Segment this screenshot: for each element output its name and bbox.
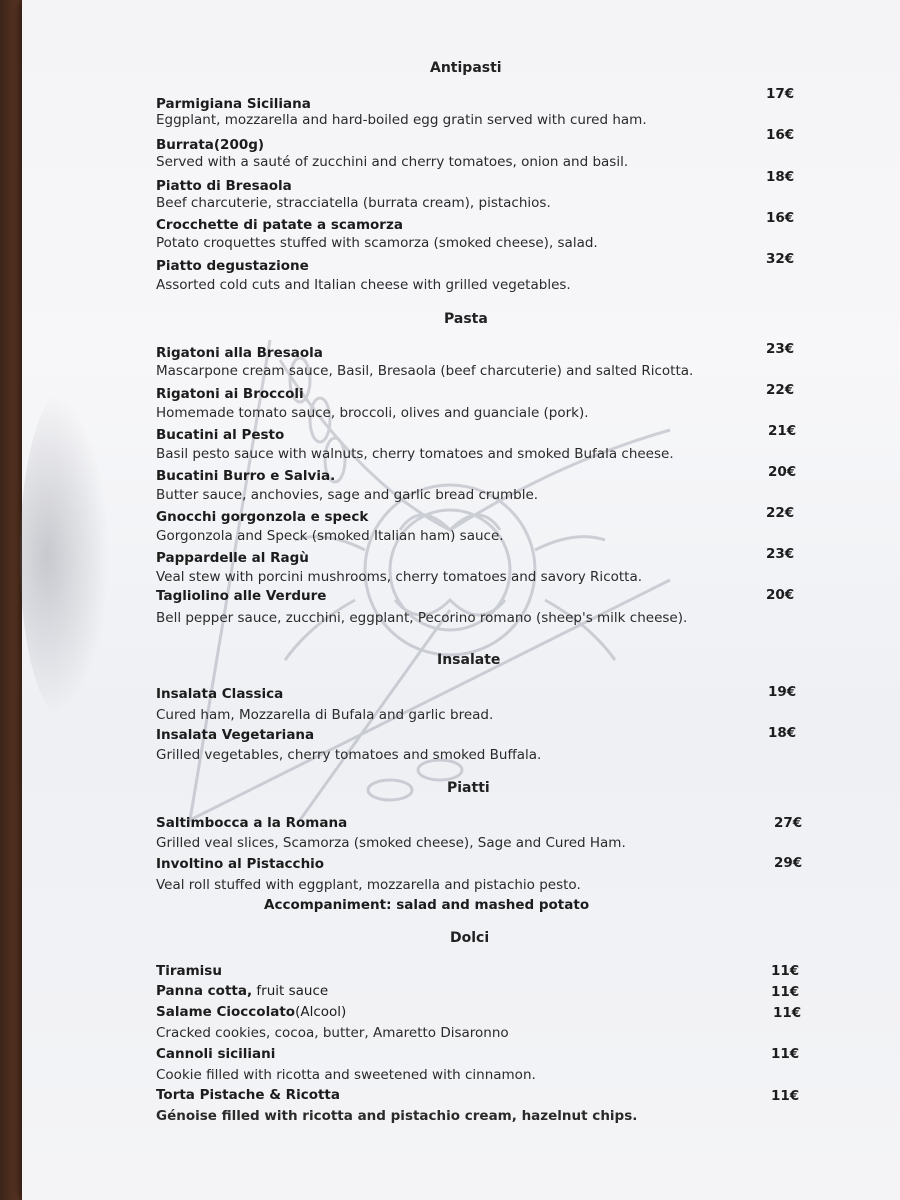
item-price: 23€ [766,341,795,357]
item-price: 11€ [773,1005,802,1021]
item-price: 17€ [766,86,795,102]
item-description: Gorgonzola and Speck (smoked Italian ham) sauce. [156,528,504,544]
item-name: Involtino al Pistacchio [156,856,325,872]
item-price: 29€ [774,855,803,871]
item-price: 11€ [771,984,800,1000]
item-name: Piatto degustazione [156,258,309,274]
item-name: Tagliolino alle Verdure [156,588,327,604]
item-description: Butter sauce, anchovies, sage and garlic bread crumble. [156,487,539,503]
item-name: Insalata Vegetariana [156,727,315,743]
item-description: Grilled veal slices, Scamorza (smoked cheese), Sage and Cured Ham. [156,835,626,851]
item-description: Potato croquettes stuffed with scamorza (smoked cheese), salad. [156,235,598,251]
item-name: Burrata(200g) [156,137,265,153]
item-name: Pappardelle al Ragù [156,550,309,566]
item-name: Bucatini Burro e Salvia. [156,468,336,484]
item-name: Rigatoni alla Bresaola [156,345,323,361]
item-price: 19€ [768,684,797,700]
section-title-insalate: Insalate [437,652,501,668]
item-price: 20€ [768,464,797,480]
item-name: Panna cotta, [156,983,253,999]
section-title-pasta: Pasta [444,311,488,327]
item-name: Gnocchi gorgonzola e speck [156,509,369,525]
item-price: 18€ [766,169,795,185]
item-price: 22€ [766,505,795,521]
item-price: 20€ [766,587,795,603]
item-description: Beef charcuterie, stracciatella (burrata cream), pistachios. [156,195,551,211]
item-name: Parmigiana Siciliana [156,96,311,112]
item-inline-note: (Alcool) [295,1004,347,1020]
item-name: Piatto di Bresaola [156,178,292,194]
item-price: 11€ [771,1088,800,1104]
accompaniment-note: Accompaniment: salad and mashed potato [264,897,590,913]
item-description: Cookie filled with ricotta and sweetened with cinnamon. [156,1067,536,1083]
item-description: Veal roll stuffed with eggplant, mozzarella and pistachio pesto. [156,877,581,893]
item-inline-note: fruit sauce [252,983,329,999]
item-description: Grilled vegetables, cherry tomatoes and smoked Buffala. [156,747,542,763]
item-name: Cannoli siciliani [156,1046,276,1062]
item-price: 11€ [771,1046,800,1062]
item-description: Génoise filled with ricotta and pistachio cream, hazelnut chips. [156,1108,638,1124]
item-name: Saltimbocca a la Romana [156,815,348,831]
item-name: Tiramisu [156,963,222,979]
item-description: Served with a sauté of zucchini and cherry tomatoes, onion and basil. [156,154,629,170]
item-description: Cracked cookies, cocoa, butter, Amaretto Disaronno [156,1025,509,1041]
item-name-with-note [156,1004,346,1020]
item-name: Rigatoni ai Broccoli [156,386,304,402]
item-price: 32€ [766,251,795,267]
item-name: Insalata Classica [156,686,284,702]
item-description: Assorted cold cuts and Italian cheese with grilled vegetables. [156,277,571,293]
section-title-piatti: Piatti [447,780,490,796]
item-description: Mascarpone cream sauce, Basil, Bresaola (beef charcuterie) and salted Ricotta. [156,363,694,379]
section-title-dolci: Dolci [450,930,490,946]
item-name-with-note [156,983,328,999]
item-price: 18€ [768,725,797,741]
item-description: Cured ham, Mozzarella di Bufala and garlic bread. [156,707,494,723]
item-description: Homemade tomato sauce, broccoli, olives and guanciale (pork). [156,405,589,421]
item-price: 16€ [766,210,795,226]
item-name: Crocchette di patate a scamorza [156,217,403,233]
item-name: Torta Pistache & Ricotta [156,1087,340,1103]
item-price: 11€ [771,963,800,979]
section-title-antipasti: Antipasti [430,60,502,76]
item-price: 22€ [766,382,795,398]
item-description: Bell pepper sauce, zucchini, eggplant, Pecorino romano (sheep's milk cheese). [156,610,688,626]
item-description: Basil pesto sauce with walnuts, cherry tomatoes and smoked Bufala cheese. [156,446,674,462]
item-name: Salame Cioccolato [156,1004,296,1020]
item-description: Veal stew with porcini mushrooms, cherry tomatoes and savory Ricotta. [156,569,643,585]
item-price: 21€ [768,423,797,439]
item-description: Eggplant, mozzarella and hard-boiled egg gratin served with cured ham. [156,112,647,128]
item-price: 16€ [766,127,795,143]
item-name: Bucatini al Pesto [156,427,285,443]
item-price: 23€ [766,546,795,562]
item-price: 27€ [774,815,803,831]
